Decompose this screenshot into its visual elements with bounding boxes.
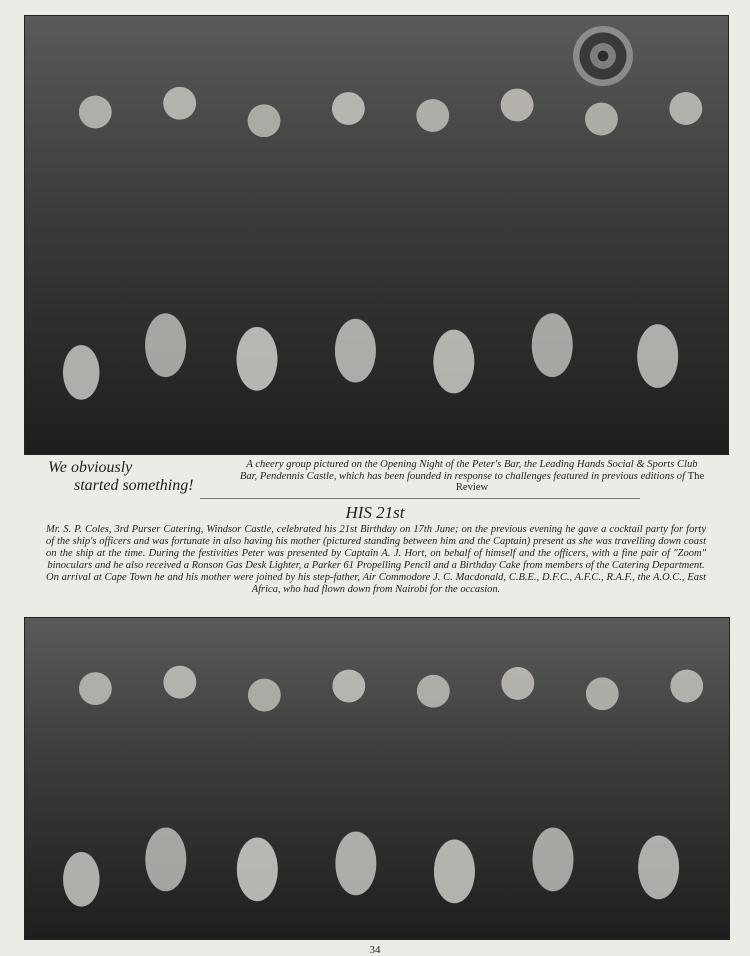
- bottom-photo-cocktail-party: [24, 617, 730, 940]
- top-photo-caption-heading: [48, 459, 228, 495]
- top-photo-caption-text: [238, 459, 706, 494]
- dartboard: [573, 26, 633, 86]
- top-photo-group-in-bar: [24, 15, 729, 455]
- caption-heading-line2: started something!: [74, 477, 194, 494]
- caption-publication: The Review: [455, 470, 705, 493]
- section-divider: [200, 498, 640, 499]
- caption-text: A cheery group pictured on the Opening Night of the Peter's Bar, the Leading Hands Social & Sports Club Bar, Pendennis Castle, which has been founded in response to challenges featured in previous editions of: [239, 459, 698, 482]
- photo-crowd-bodies: [25, 740, 729, 939]
- article-paragraph-1: Mr. S. P. Coles, 3rd Purser Catering, Windsor Castle, celebrated his 21st Birthday on 17th June; on the previous evening he gave a cocktail party for forty of the ship's officers and was fortunate in also having his mother (pictured standing between him and the Captain) present as she was travelling down coast on the ship at the time. During the festivities Peter was presented by Captain A. J. Hort, on behalf of himself and the officers, with a fine pair of "Zoom" binoculars and he also received a Ronson Gas Desk Lighter, a Parker 61 Propelling Pencil and a Birthday Cake from members of the Catering Department.: [46, 524, 706, 571]
- article-title: HIS 21st: [345, 503, 405, 522]
- caption-heading-line1: We obviously: [48, 459, 133, 476]
- article-body: [46, 524, 706, 595]
- photo-crowd-bodies: [25, 182, 728, 454]
- article-paragraph-2: On arrival at Cape Town he and his mother were joined by his step-father, Air Commodore J. C. Macdonald, C.B.E., D.F.C., A.F.C., R.A.F., the A.O.C., East Africa, who had flown down from Nairobi for the occasion.: [46, 571, 706, 595]
- page-number: 34: [369, 944, 381, 956]
